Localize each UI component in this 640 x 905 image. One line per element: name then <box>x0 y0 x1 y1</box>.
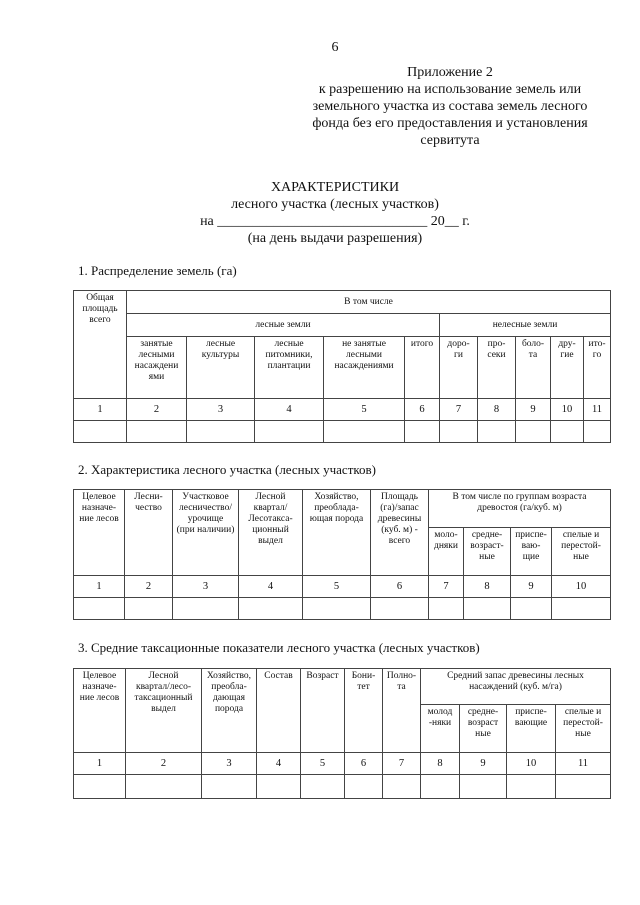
col-header: Лесни- чество <box>125 490 173 576</box>
col-header: занятые лесными насаждени ями <box>127 337 187 399</box>
empty-cell <box>371 598 429 620</box>
column-number: 5 <box>301 753 345 775</box>
column-number: 8 <box>478 399 516 421</box>
title-date-line: на ______________________________ 20__ г. <box>200 214 470 229</box>
column-number: 5 <box>303 576 371 598</box>
page-number: 6 <box>331 40 339 55</box>
col-header: средне- возраст- ные <box>464 528 511 576</box>
column-number: 9 <box>511 576 552 598</box>
empty-cell <box>187 421 255 443</box>
column-number: 8 <box>421 753 460 775</box>
col-header: доро- ги <box>440 337 478 399</box>
col-header: ито- го <box>584 337 611 399</box>
col-header: моло- дняки <box>429 528 464 576</box>
empty-cell <box>74 421 127 443</box>
empty-data-row <box>74 598 611 620</box>
empty-cell <box>429 598 464 620</box>
empty-cell <box>303 598 371 620</box>
column-number: 4 <box>255 399 324 421</box>
column-number-row <box>74 753 611 775</box>
column-number: 1 <box>74 753 126 775</box>
appendix-header <box>290 64 610 149</box>
document-title <box>0 179 640 247</box>
col-header: дру- гие <box>551 337 584 399</box>
empty-cell <box>301 775 345 799</box>
column-number: 7 <box>440 399 478 421</box>
column-number: 3 <box>187 399 255 421</box>
col-total-area: Общая площадь всего <box>74 291 127 399</box>
col-header: Лесной квартал/лесо- таксационный выдел <box>126 669 202 753</box>
col-header: Целевое назначе- ние лесов <box>74 669 126 753</box>
column-number-row <box>74 576 611 598</box>
col-header: Площадь (га)/запас древесины (куб. м) - всего <box>371 490 429 576</box>
appendix-line: фонда без его предоставления и установления <box>312 116 588 131</box>
empty-cell <box>257 775 301 799</box>
empty-cell <box>255 421 324 443</box>
column-number: 4 <box>257 753 301 775</box>
empty-cell <box>173 598 239 620</box>
col-header: Участковое лесничество/ урочище (при наличии) <box>173 490 239 576</box>
empty-cell <box>383 775 421 799</box>
empty-cell <box>584 421 611 443</box>
column-number: 6 <box>371 576 429 598</box>
column-number: 11 <box>584 399 611 421</box>
appendix-line: к разрешению на использование земель или <box>318 82 582 97</box>
col-header: Лесной квартал/ Лесотакса- ционный выдел <box>239 490 303 576</box>
col-header: средне- возраст ные <box>460 705 507 753</box>
empty-data-row <box>74 421 611 443</box>
col-header: приспе- ваю- щие <box>511 528 552 576</box>
empty-cell <box>345 775 383 799</box>
col-header: Хозяйство, преоблада- ющая порода <box>303 490 371 576</box>
col-header: боло- та <box>516 337 551 399</box>
col-header: приспе- вающие <box>507 705 556 753</box>
column-number: 2 <box>125 576 173 598</box>
col-header: про- секи <box>478 337 516 399</box>
plot-characteristics-table <box>73 489 611 620</box>
empty-cell <box>552 598 611 620</box>
col-header: итого <box>405 337 440 399</box>
column-number: 1 <box>74 576 125 598</box>
empty-cell <box>126 775 202 799</box>
col-header: Возраст <box>301 669 345 753</box>
col-header: спелые и перестой- ные <box>552 528 611 576</box>
column-number: 5 <box>324 399 405 421</box>
col-header: Полно- та <box>383 669 421 753</box>
column-number: 9 <box>460 753 507 775</box>
empty-data-row <box>74 775 611 799</box>
column-number: 10 <box>552 576 611 598</box>
group-forest-lands: лесные земли <box>127 314 440 337</box>
group-age-header: В том числе по группам возраста древостоя (га/куб. м) <box>429 490 611 528</box>
column-number: 6 <box>405 399 440 421</box>
group-stock-header: Средний запас древесины лесных насаждений (куб. м/га) <box>421 669 611 705</box>
appendix-line: Приложение 2 <box>407 65 493 80</box>
empty-cell <box>125 598 173 620</box>
section1-title: 1. Распределение земель (га) <box>78 263 237 278</box>
empty-cell <box>507 775 556 799</box>
col-header: не занятые лесными насаждениями <box>324 337 405 399</box>
taxation-indicators-table <box>73 668 611 799</box>
col-header: Состав <box>257 669 301 753</box>
title-note: (на день выдачи разрешения) <box>247 231 423 246</box>
empty-cell <box>511 598 552 620</box>
col-in-that-number: В том числе <box>127 291 611 314</box>
col-header: Хозяйство, преобла- дающая порода <box>202 669 257 753</box>
column-number: 3 <box>173 576 239 598</box>
column-number: 6 <box>345 753 383 775</box>
col-header: спелые и перестой- ные <box>556 705 611 753</box>
column-number: 8 <box>464 576 511 598</box>
empty-cell <box>202 775 257 799</box>
empty-cell <box>460 775 507 799</box>
empty-cell <box>440 421 478 443</box>
title-heading: ХАРАКТЕРИСТИКИ <box>270 180 400 195</box>
column-number: 2 <box>127 399 187 421</box>
column-number: 2 <box>126 753 202 775</box>
empty-cell <box>74 775 126 799</box>
column-number: 1 <box>74 399 127 421</box>
section3-title: 3. Средние таксационные показатели лесного участка (лесных участков) <box>78 640 480 655</box>
appendix-line: земельного участка из состава земель лесного <box>312 99 588 114</box>
empty-cell <box>556 775 611 799</box>
col-header: молод -няки <box>421 705 460 753</box>
column-number: 7 <box>429 576 464 598</box>
empty-cell <box>127 421 187 443</box>
col-header: лесные питомники, плантации <box>255 337 324 399</box>
appendix-line: сервитута <box>420 133 480 148</box>
empty-cell <box>239 598 303 620</box>
section2-title: 2. Характеристика лесного участка (лесных участков) <box>78 462 376 477</box>
col-header: лесные культуры <box>187 337 255 399</box>
land-distribution-table <box>73 290 611 443</box>
column-number: 10 <box>551 399 584 421</box>
empty-cell <box>324 421 405 443</box>
column-number: 9 <box>516 399 551 421</box>
col-header: Целевое назначе- ние лесов <box>74 490 125 576</box>
empty-cell <box>405 421 440 443</box>
group-nonforest-lands: нелесные земли <box>440 314 611 337</box>
empty-cell <box>478 421 516 443</box>
col-header: Бони- тет <box>345 669 383 753</box>
column-number: 7 <box>383 753 421 775</box>
empty-cell <box>421 775 460 799</box>
empty-cell <box>464 598 511 620</box>
column-number: 3 <box>202 753 257 775</box>
column-number: 4 <box>239 576 303 598</box>
title-subheading: лесного участка (лесных участков) <box>231 197 439 212</box>
empty-cell <box>74 598 125 620</box>
empty-cell <box>551 421 584 443</box>
column-number: 11 <box>556 753 611 775</box>
column-number-row <box>74 399 611 421</box>
empty-cell <box>516 421 551 443</box>
column-number: 10 <box>507 753 556 775</box>
